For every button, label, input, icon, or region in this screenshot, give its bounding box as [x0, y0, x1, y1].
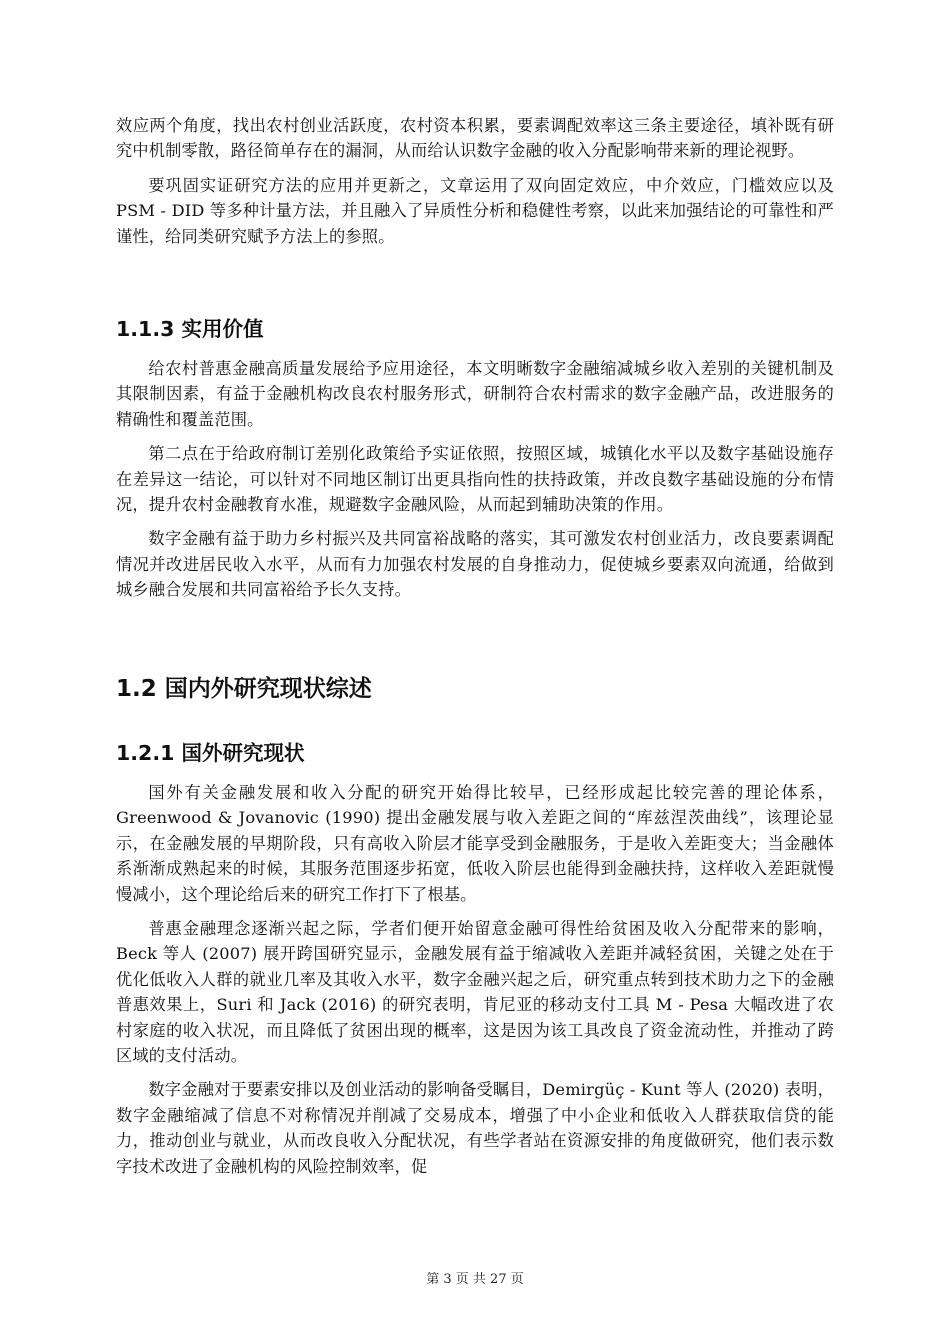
section-heading-1-2-1: 1.2.1 国外研究现状 — [116, 741, 305, 765]
paragraph: 要巩固实证研究方法的应用并更新之，文章运用了双向固定效应，中介效应，门槛效应以及 PSM - DID 等多种计量方法，并且融入了异质性分析和稳健性考察，以此来加强结论的可靠性和严谨性，给同类研究赋予方法上的参照。 — [116, 175, 834, 246]
paragraph: 效应两个角度，找出农村创业活跃度，农村资本积累，要素调配效率这三条主要途径，填补既有研究中机制零散，路径简单存在的漏洞，从而给认识数字金融的收入分配影响带来新的理论视野。 — [116, 116, 834, 161]
paragraph: 第二点在于给政府制订差别化政策给予实证依照，按照区域，城镇化水平以及数字基础设施存在差异这一结论，可以针对不同地区制订出更具指向性的扶持政策，并改良数字基础设施的分布情况，提升农村金融教育水准，规避数字金融风险，从而起到辅助决策的作用。 — [116, 444, 834, 515]
paragraph: 给农村普惠金融高质量发展给予应用途径，本文明晰数字金融缩减城乡收入差别的关键机制及其限制因素，有益于金融机构改良农村服务形式，研制符合农村需求的数字金融产品，改进服务的精确性和覆盖范围。 — [116, 359, 834, 429]
paragraph: 数字金融对于要素安排以及创业活动的影响备受瞩目，Demirgüç - Kunt 等人 (2020) 表明，数字金融缩减了信息不对称情况并削减了交易成本，增强了中小企业和低收入人群获取信贷的能力，推动创业与就业，从而改良收入分配状况，有些学者站在资源安排的角度做研究，他们表示数字技术改进了金融机构的风险控制效率，促 — [116, 1080, 834, 1176]
section-1-2-1-body — [116, 780, 834, 1188]
paragraph: 数字金融有益于助力乡村振兴及共同富裕战略的落实，其可激发农村创业活力，改良要素调配情况并改进居民收入水平，从而有力加强农村发展的自身推动力，促使城乡要素双向流通，给做到城乡融合发展和共同富裕给予长久支持。 — [116, 529, 834, 600]
section-1-1-3-body — [116, 356, 834, 612]
paragraph: 普惠金融理念逐渐兴起之际，学者们便开始留意金融可得性给贫困及收入分配带来的影响，Beck 等人 (2007) 展开跨国研究显示，金融发展有益于缩减收入差距并减轻贫困，关键之处在于优化低收入人群的就业几率及其收入水平，数字金融兴起之后，研究重点转到技术助力之下的金融普惠效果上，Suri 和 Jack (2016) 的研究表明，肯尼亚的移动支付工具 M - Pesa 大幅改进了农村家庭的收入状况，而且降低了贫困出现的概率，这是因为该工具改良了资金流动性，并推动了跨区域的支付活动。 — [116, 919, 834, 1066]
section-heading-1-1-3: 1.1.3 实用价值 — [116, 317, 264, 341]
intro-block — [116, 113, 834, 258]
section-heading-1-2: 1.2 国内外研究现状综述 — [116, 676, 372, 702]
paragraph: 国外有关金融发展和收入分配的研究开始得比较早，已经形成起比较完善的理论体系，Greenwood & Jovanovic (1990) 提出金融发展与收入差距之间的“库兹涅茨曲线”，该理论显示，在金融发展的早期阶段，只有高收入阶层才能享受到金融服务，于是收入差距变大；当金融体系渐渐成熟起来的时候，其服务范围逐步拓宽，低收入阶层也能得到金融扶持，这样收入差距就慢慢减小，这个理论给后来的研究工作打下了根基。 — [116, 783, 834, 904]
page-number-footer: 第 3 页 共 27 页 — [426, 1272, 524, 1287]
